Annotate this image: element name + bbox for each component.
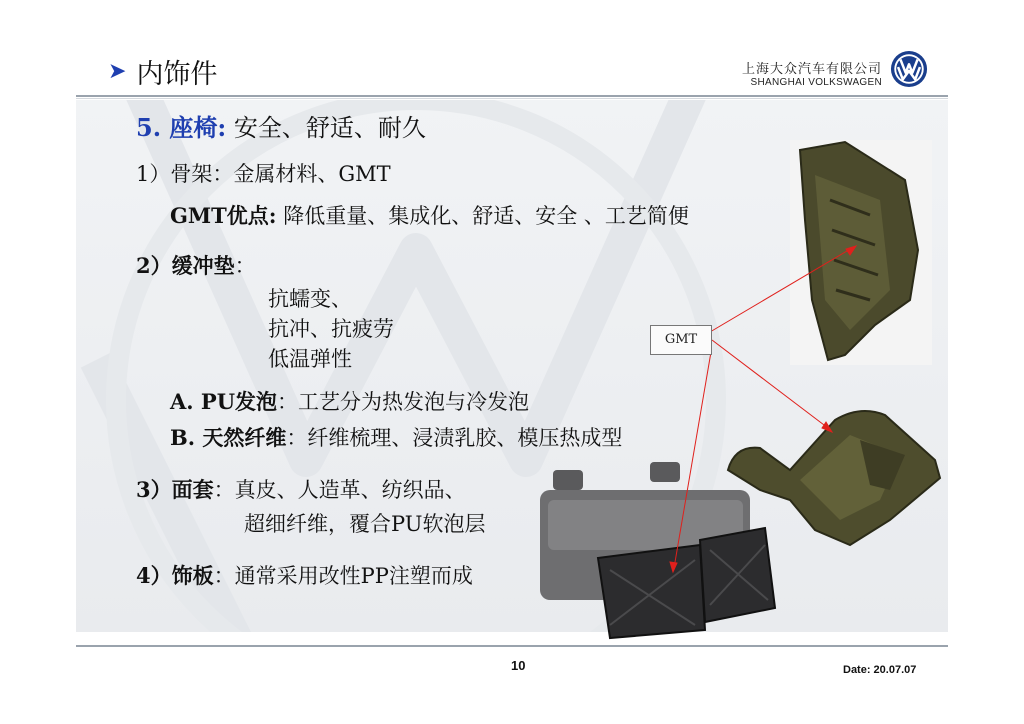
- cushion-label: 2）缓冲垫: [136, 253, 235, 278]
- footer-divider: [76, 645, 948, 647]
- seat-cushion-pan-image: [728, 411, 940, 545]
- arrow-bullet-icon: ➤: [108, 59, 127, 84]
- pu-foam-text: ：工艺分为热发泡与冷发泡: [277, 390, 530, 414]
- natural-fiber-label: B. 天然纤维: [170, 425, 287, 450]
- trim-text: ：通常采用改性PP注塑而成: [213, 564, 473, 588]
- company-name-en: SHANGHAI VOLKSWAGEN: [750, 77, 882, 88]
- page-number: 10: [511, 658, 526, 673]
- title-text: 内饰件: [136, 59, 218, 90]
- frame-line: 1）骨架：金属材料、GMT: [136, 162, 391, 186]
- company-name-cn: 上海大众汽车有限公司: [741, 62, 882, 77]
- section-subtitle: 安全、舒适、耐久: [226, 114, 426, 142]
- cover-label: 3）面套: [136, 477, 214, 502]
- property-item: 低温弹性: [268, 347, 352, 371]
- gmt-advantages-text: 降低重量、集成化、舒适、安全 、工艺简便: [276, 204, 689, 228]
- footer-date: Date: 20.07.07: [843, 664, 917, 676]
- rear-seat-image: [540, 462, 775, 638]
- cover-text: ：真皮、人造革、纺织品、: [213, 478, 466, 502]
- seat-back-frame-image: [790, 140, 932, 365]
- gmt-callout-label: GMT: [650, 325, 712, 355]
- pu-foam-label: A. PU发泡: [170, 389, 278, 414]
- property-item: 抗冲、抗疲劳: [268, 317, 394, 341]
- cover-line-2: 超细纤维，覆合PU软泡层: [244, 512, 486, 536]
- section-label: 5. 座椅:: [136, 113, 227, 142]
- cushion-colon: ：: [234, 254, 256, 278]
- gmt-advantages-label: GMT优点:: [170, 203, 277, 228]
- natural-fiber-text: ：纤维梳理、浸渍乳胶、模压热成型: [286, 426, 623, 450]
- trim-label: 4）饰板: [136, 563, 214, 588]
- property-item: 抗蠕变、: [268, 287, 352, 311]
